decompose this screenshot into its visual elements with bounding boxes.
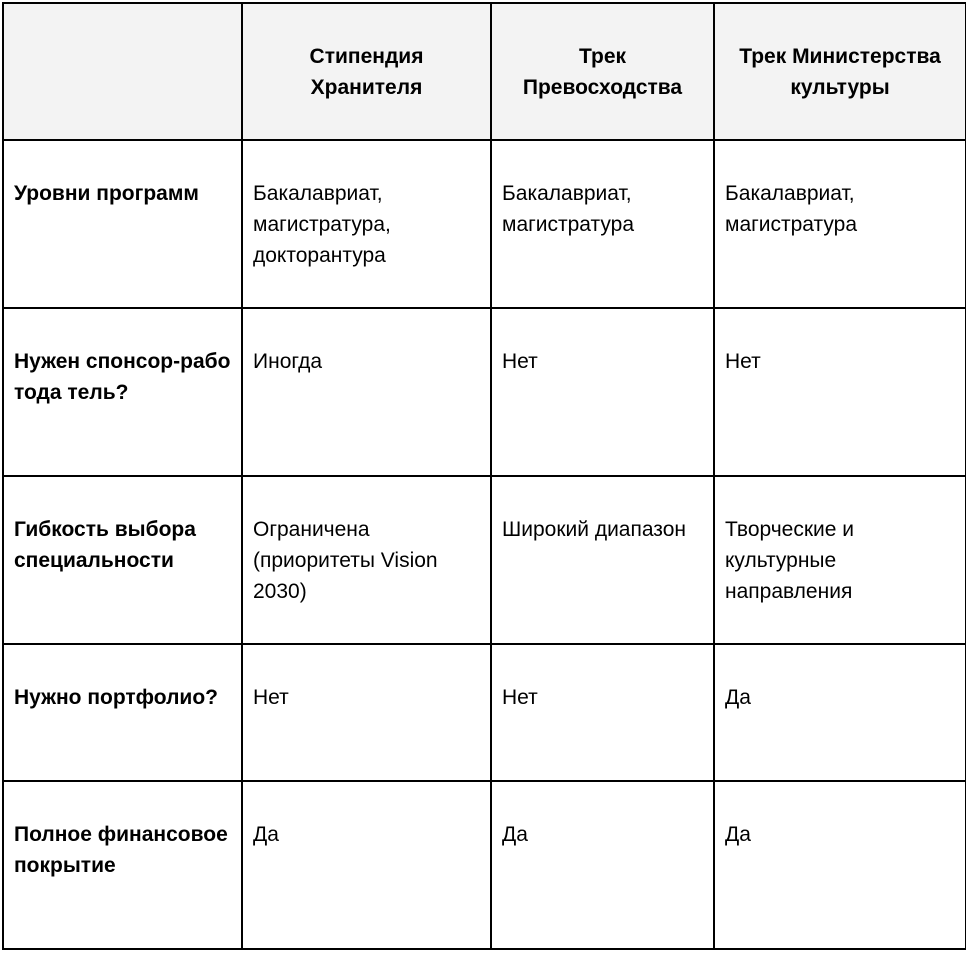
- table-cell: Да: [714, 644, 966, 781]
- table-row: [3, 476, 966, 644]
- table-cell: Нет: [491, 308, 714, 476]
- table-row: [3, 140, 966, 308]
- table-cell: Творческие и культурные направления: [714, 476, 966, 644]
- comparison-table: [2, 2, 966, 950]
- table-cell: Нет: [714, 308, 966, 476]
- row-label-portfolio: Нужно портфолио?: [3, 644, 242, 781]
- table-cell: Широкий диапазон: [491, 476, 714, 644]
- table-cell: Бакалавриат, магистратура, докторантура: [242, 140, 491, 308]
- table-cell: Бакалавриат, магистратура: [491, 140, 714, 308]
- table-cell: Нет: [242, 644, 491, 781]
- table-row: [3, 644, 966, 781]
- table-row: [3, 308, 966, 476]
- row-label-program-levels: Уровни программ: [3, 140, 242, 308]
- table-cell: Да: [242, 781, 491, 949]
- table-cell: Бакалавриат, магистратура: [714, 140, 966, 308]
- table-row: [3, 781, 966, 949]
- header-corner-cell: [3, 3, 242, 140]
- table-cell: Ограничена (приоритеты Vision 2030): [242, 476, 491, 644]
- row-label-major-flexibility: Гибкость выбора специальности: [3, 476, 242, 644]
- table-cell: Нет: [491, 644, 714, 781]
- row-label-full-funding: Полное финансовое покрытие: [3, 781, 242, 949]
- header-row: [3, 3, 966, 140]
- table-cell: Иногда: [242, 308, 491, 476]
- header-excellence-track: Трек Превосходства: [491, 3, 714, 140]
- table-cell: Да: [714, 781, 966, 949]
- header-custodian-scholarship: Стипендия Хранителя: [242, 3, 491, 140]
- header-culture-ministry-track: Трек Министерства культуры: [714, 3, 966, 140]
- table-cell: Да: [491, 781, 714, 949]
- row-label-employer-sponsor: Нужен спонсор-работода тель?: [3, 308, 242, 476]
